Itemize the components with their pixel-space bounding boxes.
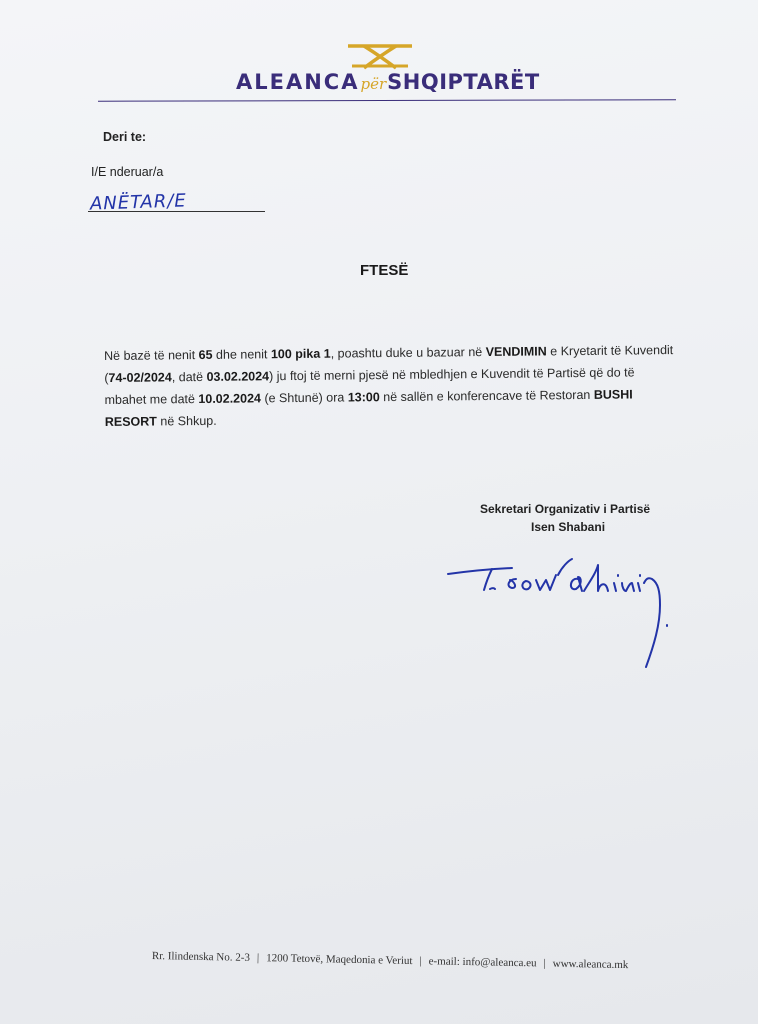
handwritten-signature bbox=[440, 535, 730, 675]
signatory-role: Sekretari Organizativ i Partisë bbox=[480, 502, 651, 516]
salutation: I/E nderuar/a bbox=[91, 165, 164, 179]
body-emphasis: 13:00 bbox=[347, 390, 380, 405]
body-emphasis: 74-02/2024 bbox=[108, 370, 172, 385]
body-text-run: ) ju ftoj të merni pjesë në mbledhjen e Kuvendit të Partisë që do të mbahet me datë bbox=[104, 365, 635, 407]
body-text-run: Në bazë të nenit bbox=[104, 348, 199, 363]
body-text-run: dhe nenit bbox=[212, 347, 271, 362]
body-text-run: në sallën e konferencave të Restoran bbox=[379, 387, 594, 405]
logo-wordmark bbox=[236, 70, 540, 94]
recipient-underline bbox=[88, 211, 265, 212]
body-text-run: në Shkup. bbox=[156, 413, 217, 429]
letter-footer: Rr. Ilindenska No. 2-3 | 1200 Tetovë, Maqedonia e Veriut | e-mail: info@aleanca.eu | www.aleanca.mk bbox=[151, 950, 629, 972]
footer-city: 1200 Tetovë, Maqedonia e Veriut bbox=[266, 952, 413, 968]
body-emphasis: 100 pika 1 bbox=[270, 346, 331, 362]
logo-text-left: ALEANCA bbox=[236, 70, 360, 94]
body-text-run: , datë bbox=[171, 369, 207, 385]
body-emphasis: 65 bbox=[198, 347, 213, 363]
logo-text-per: për bbox=[360, 75, 387, 93]
body-emphasis: 03.02.2024 bbox=[206, 369, 270, 384]
signatory-name: Isen Shabani bbox=[531, 520, 606, 534]
letter-title: FTESË bbox=[360, 262, 409, 279]
party-logo bbox=[232, 44, 540, 104]
body-text-run: (e Shtunë) ora bbox=[260, 390, 348, 406]
body-text-run: , poashtu duke u bazuar në bbox=[330, 345, 486, 361]
footer-address: Rr. Ilindenska No. 2-3 bbox=[151, 950, 251, 964]
footer-email[interactable]: e-mail: info@aleanca.eu bbox=[428, 955, 537, 970]
addressee-label: Deri te: bbox=[103, 130, 147, 144]
body-emphasis: BUSHI RESORT bbox=[104, 387, 633, 429]
body-emphasis: VENDIMIN bbox=[485, 344, 547, 360]
logo-emblem-icon bbox=[342, 44, 418, 70]
letter-body bbox=[104, 339, 675, 433]
handwritten-recipient: ANËTAR/E bbox=[89, 190, 188, 215]
body-text-run: e Kryetarit të Kuvendit ( bbox=[104, 343, 674, 385]
footer-website[interactable]: www.aleanca.mk bbox=[552, 957, 629, 972]
logo-text-right: SHQIPTARËT bbox=[387, 70, 540, 94]
body-emphasis: 10.02.2024 bbox=[198, 391, 262, 407]
